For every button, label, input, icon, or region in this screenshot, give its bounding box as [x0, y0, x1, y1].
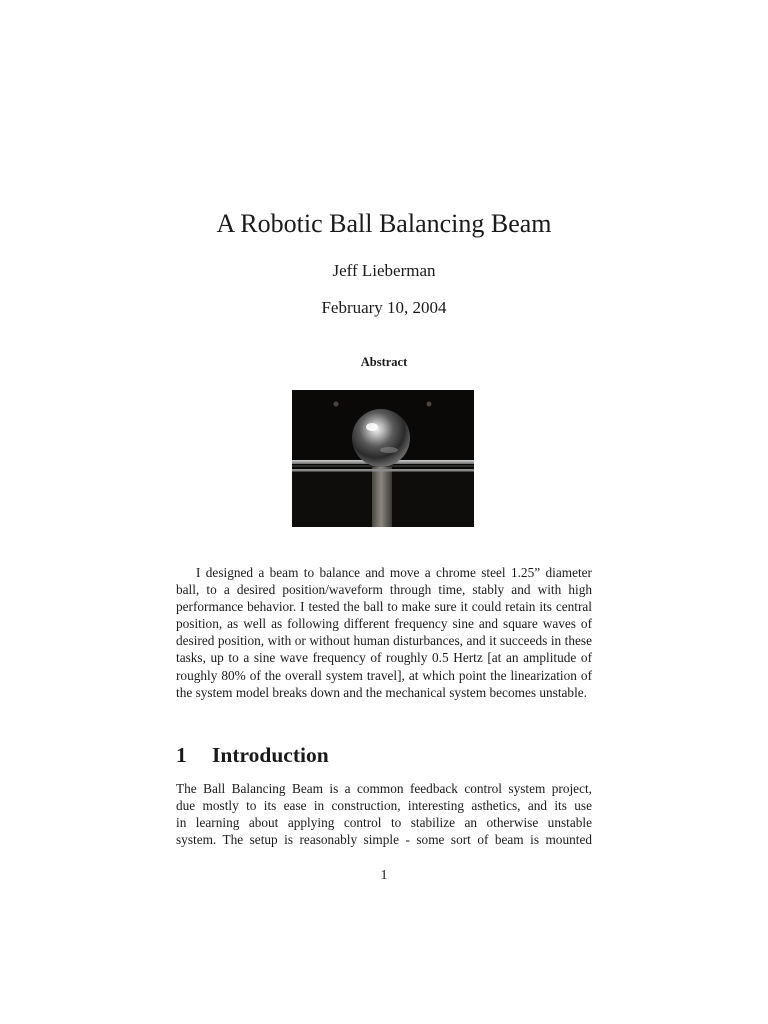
- section-title: Introduction: [212, 743, 329, 767]
- paper-title: A Robotic Ball Balancing Beam: [216, 209, 552, 238]
- abstract-heading: Abstract: [360, 355, 408, 369]
- paragraph-line: system. The setup is reasonably simple - some sort of beam is mounted: [176, 832, 592, 848]
- paragraph-line: due mostly to its ease in construction, interesting asthetics, and its use: [176, 798, 592, 814]
- section-number: 1: [176, 743, 187, 767]
- page-number: 1: [380, 868, 388, 883]
- section-heading-introduction: [176, 741, 329, 769]
- paragraph-line: The Ball Balancing Beam is a common feedback control system project,: [176, 781, 592, 796]
- introduction-paragraph: [176, 780, 592, 848]
- author-name: Jeff Lieberman: [332, 261, 436, 280]
- paragraph-line: in learning about applying control to stabilize an otherwise unstable: [176, 815, 592, 831]
- paper-date: February 10, 2004: [321, 298, 447, 317]
- abstract-text: I designed a beam to balance and move a chrome steel 1.25” diameter ball, to a desired position/waveform through time, stably and with high performance behavior. I tested the ball to make sure it could retain its central position, as well as following different frequency sine and square waves of desired position, with or without human disturbances, and it succeeds in these tasks, up to a sine wave frequency of roughly 0.5 Hertz [at an amplitude of roughly 80% of the overall system travel], at which point the linearization of the system model breaks down and the mechanical system becomes unstable.: [176, 565, 592, 700]
- ball-on-beam-photo: [292, 390, 474, 527]
